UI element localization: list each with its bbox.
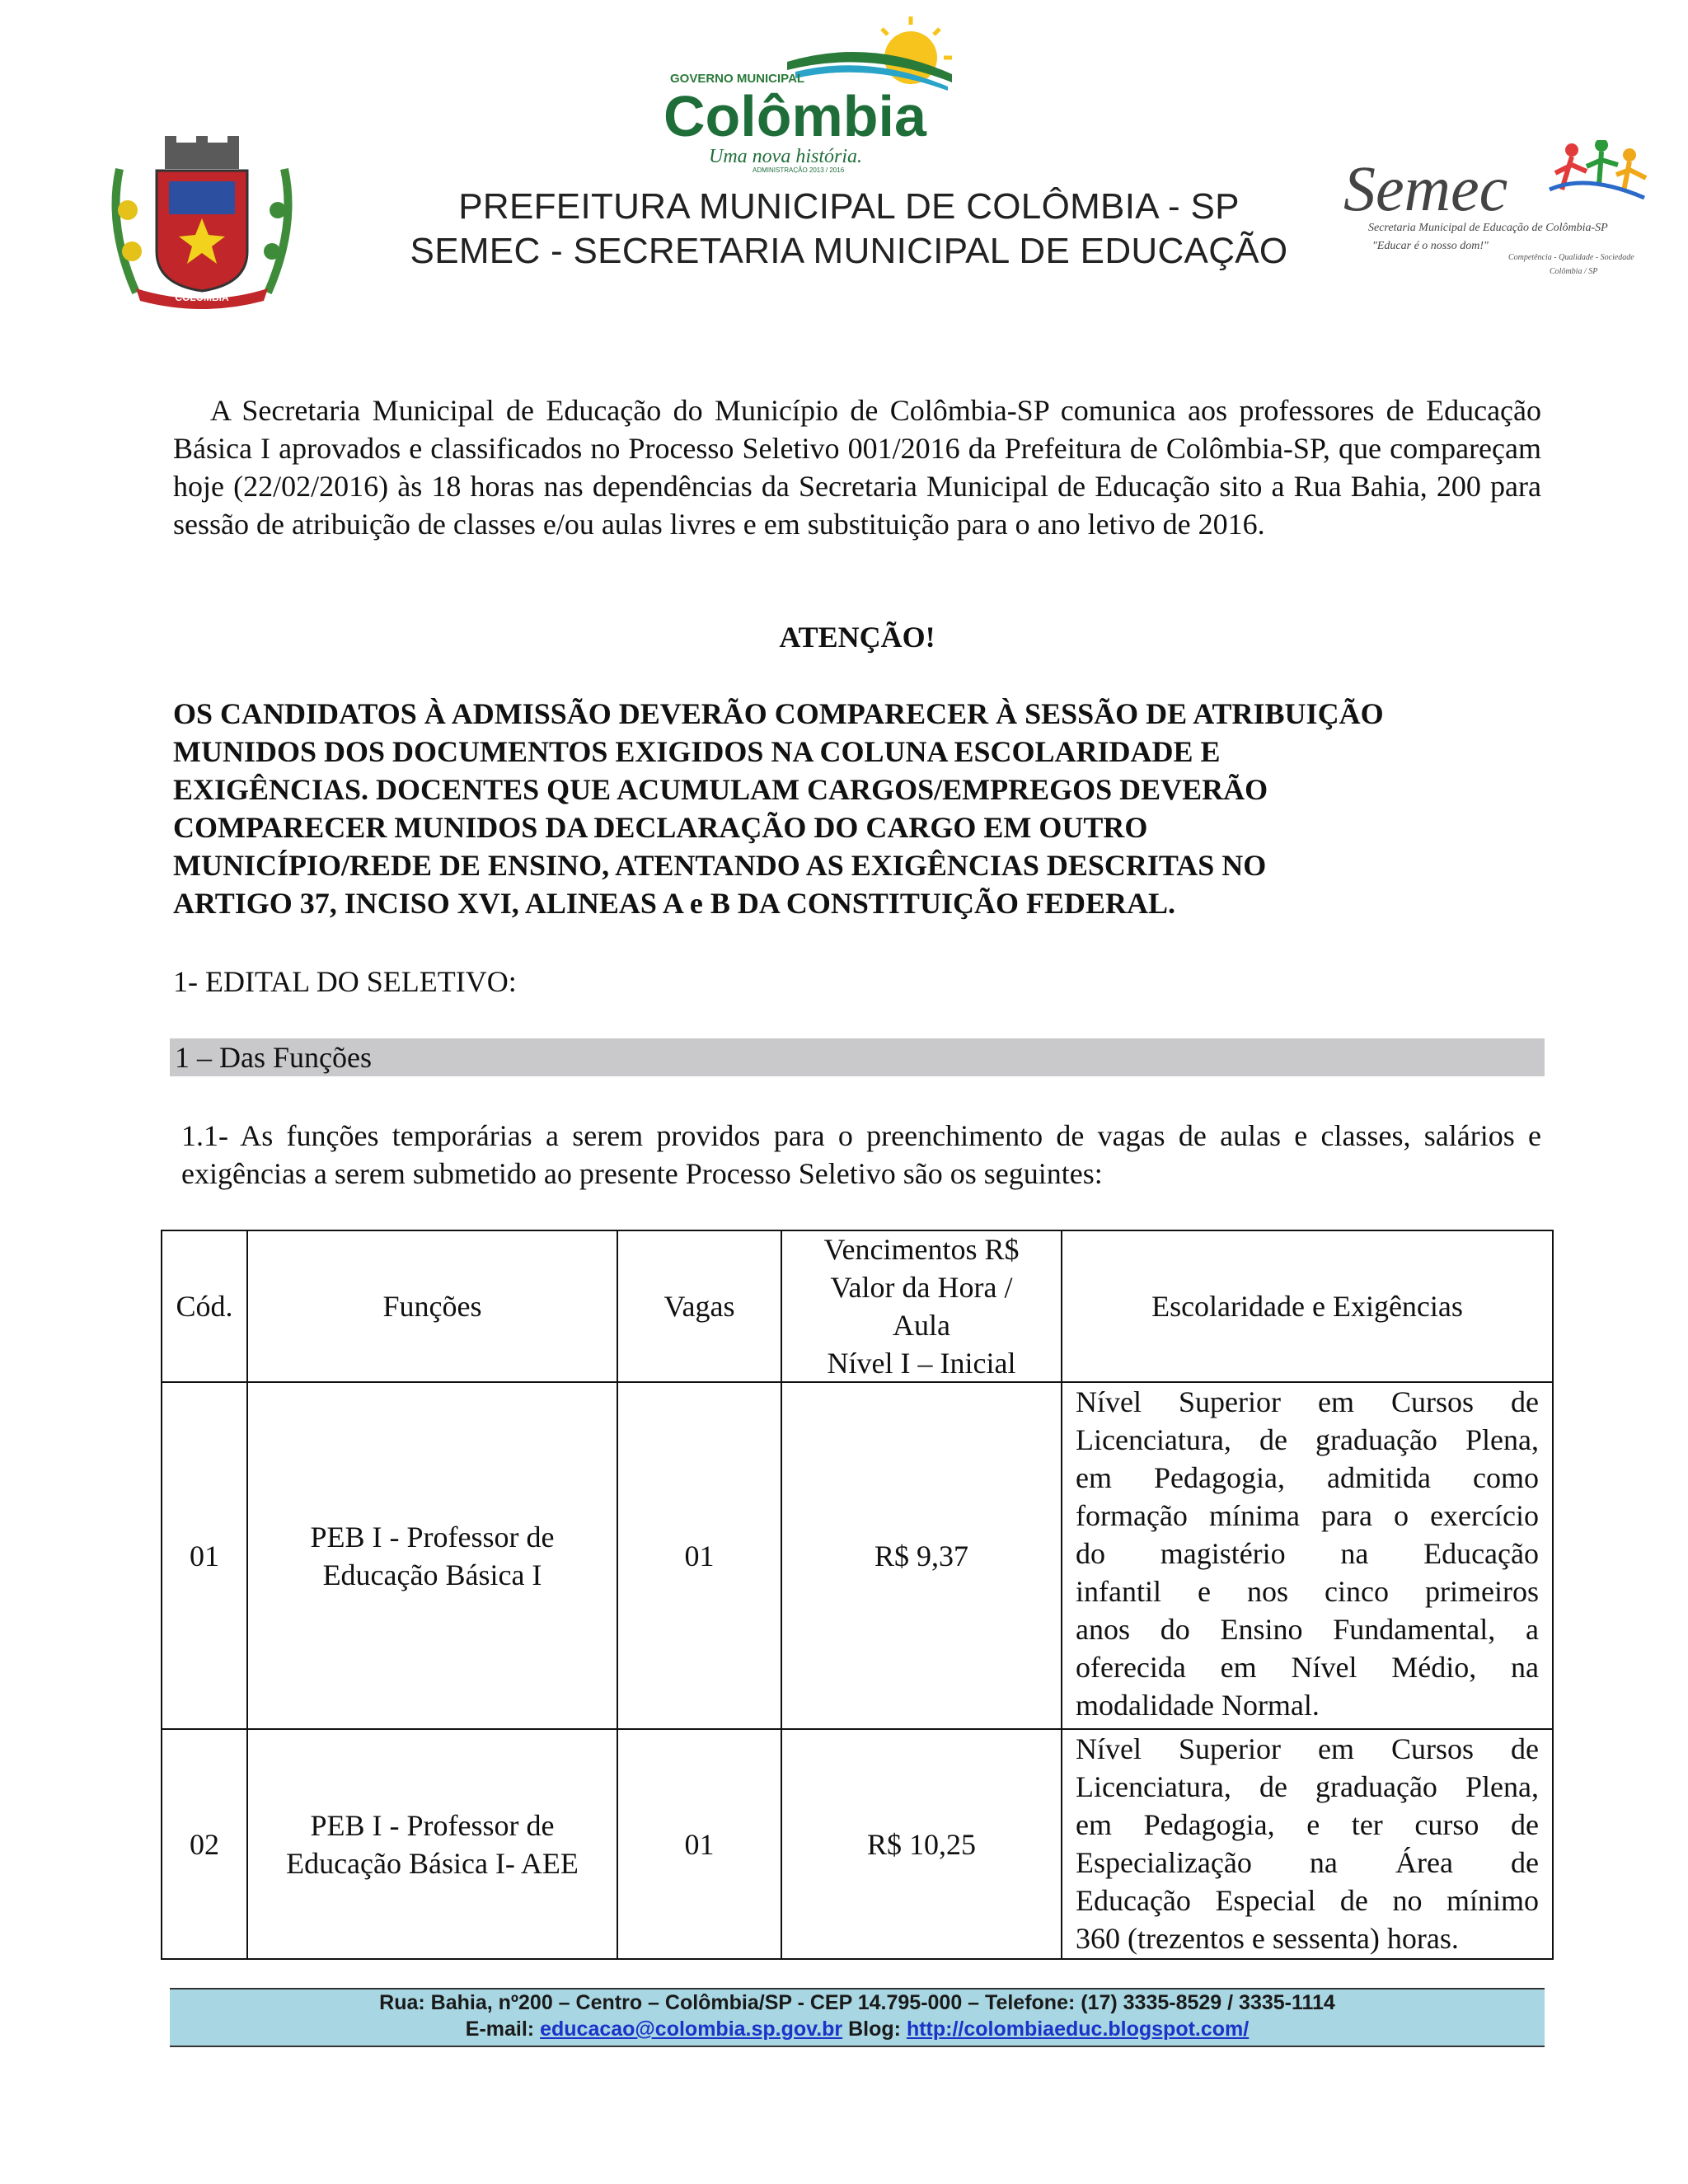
semec-logo [1339,140,1653,288]
notice-line: MUNIDOS DOS DOCUMENTOS EXIGIDOS NA COLUNA ESCOLARIDADE E [173,735,1221,768]
funcao-line: Educação Básica I- AEE [286,1846,579,1880]
exig-line: do magistério na Educação [1076,1537,1539,1570]
semec-logo-values: Competência - Qualidade - Sociedade [1508,253,1634,262]
header-title-prefeitura: PREFEITURA MUNICIPAL DE COLÔMBIA - SP [458,186,1240,227]
exig-line: Licenciatura, de graduação Plena, [1076,1770,1539,1803]
table-cell-vagas: 01 [684,1827,715,1861]
table-cell-funcao [248,1383,617,1728]
header-vagas: Vagas [663,1290,735,1323]
notice-line: MUNICÍPIO/REDE DE ENSINO, ATENTANDO AS EXIGÊNCIAS DESCRITAS NO [173,849,1267,882]
funcao-line: PEB I - Professor de [310,1808,555,1842]
logo-slogan-text: Uma nova história. [709,146,862,167]
intro-paragraph: A Secretaria Municipal de Educação do Município de Colômbia-SP comunica aos professores de Educação Básica I aprovados e classificados no Processo Seletivo 001/2016 da Prefeitura de Colômbia-SP, que compareçam hoje (22/02/2016) às 18 horas nas dependências da Secretaria Municipal de Educação sito a Rua Bahia, 200 para sessão de atribuição de classes e/ou aulas livres e em substituição para o ano letivo de 2016. [173,394,1541,541]
colombia-government-logo [663,12,960,173]
footer-blog-label: Blog: [848,2018,901,2041]
attention-notice [173,695,1541,922]
footer-contact [170,2018,1545,2041]
header-venc-line: Aula [893,1309,950,1342]
semec-logo-city: Colômbia / SP [1550,267,1598,276]
footer-email-link[interactable]: educacao@colombia.sp.gov.br [540,2018,843,2041]
semec-logo-sub: Secretaria Municipal de Educação de Colômbia-SP [1368,222,1608,234]
logo-top-text: GOVERNO MUNICIPAL [670,72,805,86]
header-venc-line: Vencimentos R$ [823,1233,1020,1266]
coat-label: COLÔMBIA [175,292,229,303]
table-cell-valor: R$ 10,25 [866,1827,976,1861]
page-footer [170,1988,1545,2047]
notice-line: ARTIGO 37, INCISO XVI, ALINEAS A e B DA CONSTITUIÇÃO FEDERAL. [173,887,1175,920]
notice-line: OS CANDIDATOS À ADMISSÃO DEVERÃO COMPARECER À SESSÃO DE ATRIBUIÇÃO [173,697,1384,730]
footer-email-label: E-mail: [465,2018,535,2041]
table-cell-exigencias [1076,1730,1539,1958]
table-cell-valor: R$ 9,37 [874,1539,968,1572]
header-funcoes: Funções [382,1290,482,1323]
logo-name-text: Colômbia [663,84,926,148]
exig-line: 360 (trezentos e sessenta) horas. [1076,1922,1459,1955]
coat-of-arms-icon [103,136,301,309]
funcao-line: PEB I - Professor de [310,1520,555,1554]
exig-line: modalidade Normal. [1076,1689,1320,1722]
logo-admin-text: ADMINISTRAÇÃO 2013 / 2016 [753,166,845,173]
table-cell-cod: 01 [190,1539,219,1572]
footer-address: Rua: Bahia, nº200 – Centro – Colômbia/SP - CEP 14.795-000 – Telefone: (17) 3335-8529 / 3335-1114 [379,1991,1335,2014]
functions-table [161,1230,1554,1960]
funcao-line: Educação Básica I [322,1558,542,1591]
exig-line: oferecida em Nível Médio, na [1076,1651,1539,1684]
semec-logo-motto: "Educar é o nosso dom!" [1372,240,1489,252]
exig-line: Especialização na Área de [1076,1846,1539,1879]
exig-line: em Pedagogia, e ter curso de [1076,1808,1539,1841]
exig-line: em Pedagogia, admitida como [1076,1461,1539,1494]
attention-heading: ATENÇÃO! [779,621,935,654]
header-venc-line: Valor da Hora / [830,1271,1013,1304]
header-vencimentos [782,1231,1061,1381]
notice-line: EXIGÊNCIAS. DOCENTES QUE ACUMULAM CARGOS/EMPREGOS DEVERÃO [173,773,1268,806]
header-venc-line: Nível I – Inicial [827,1347,1016,1380]
header-cod: Cód. [176,1290,233,1323]
exig-line: Nível Superior em Cursos de [1076,1732,1539,1765]
header-title-semec: SEMEC - SECRETARIA MUNICIPAL DE EDUCAÇÃO [410,231,1288,271]
section-heading-funcoes: 1 – Das Funções [170,1038,1545,1076]
table-cell-cod: 02 [190,1827,219,1861]
exig-line: infantil e nos cinco primeiros [1076,1575,1539,1608]
table-cell-vagas: 01 [684,1539,715,1572]
table-cell-funcao [248,1730,617,1958]
footer-blog-link[interactable]: http://colombiaeduc.blogspot.com/ [906,2018,1250,2041]
notice-line: COMPARECER MUNIDOS DA DECLARAÇÃO DO CARGO EM OUTRO [173,811,1148,844]
exig-line: Licenciatura, de graduação Plena, [1076,1423,1539,1456]
exig-line: anos do Ensino Fundamental, a [1076,1613,1539,1646]
header-escolaridade: Escolaridade e Exigências [1151,1290,1463,1323]
edital-heading: 1- EDITAL DO SELETIVO: [173,965,517,998]
section-1-1-paragraph: 1.1- As funções temporárias a serem providos para o preenchimento de vagas de aulas e classes, salários e exigências a serem submetido ao presente Processo Seletivo são os seguintes: [181,1119,1541,1190]
exig-line: Educação Especial de no mínimo [1076,1884,1539,1917]
exig-line: formação mínima para o exercício [1076,1499,1539,1532]
exig-line: Nível Superior em Cursos de [1076,1385,1539,1418]
children-figures-icon [1550,140,1646,198]
semec-logo-name: Semec [1343,152,1508,224]
table-cell-exigencias [1076,1383,1539,1728]
